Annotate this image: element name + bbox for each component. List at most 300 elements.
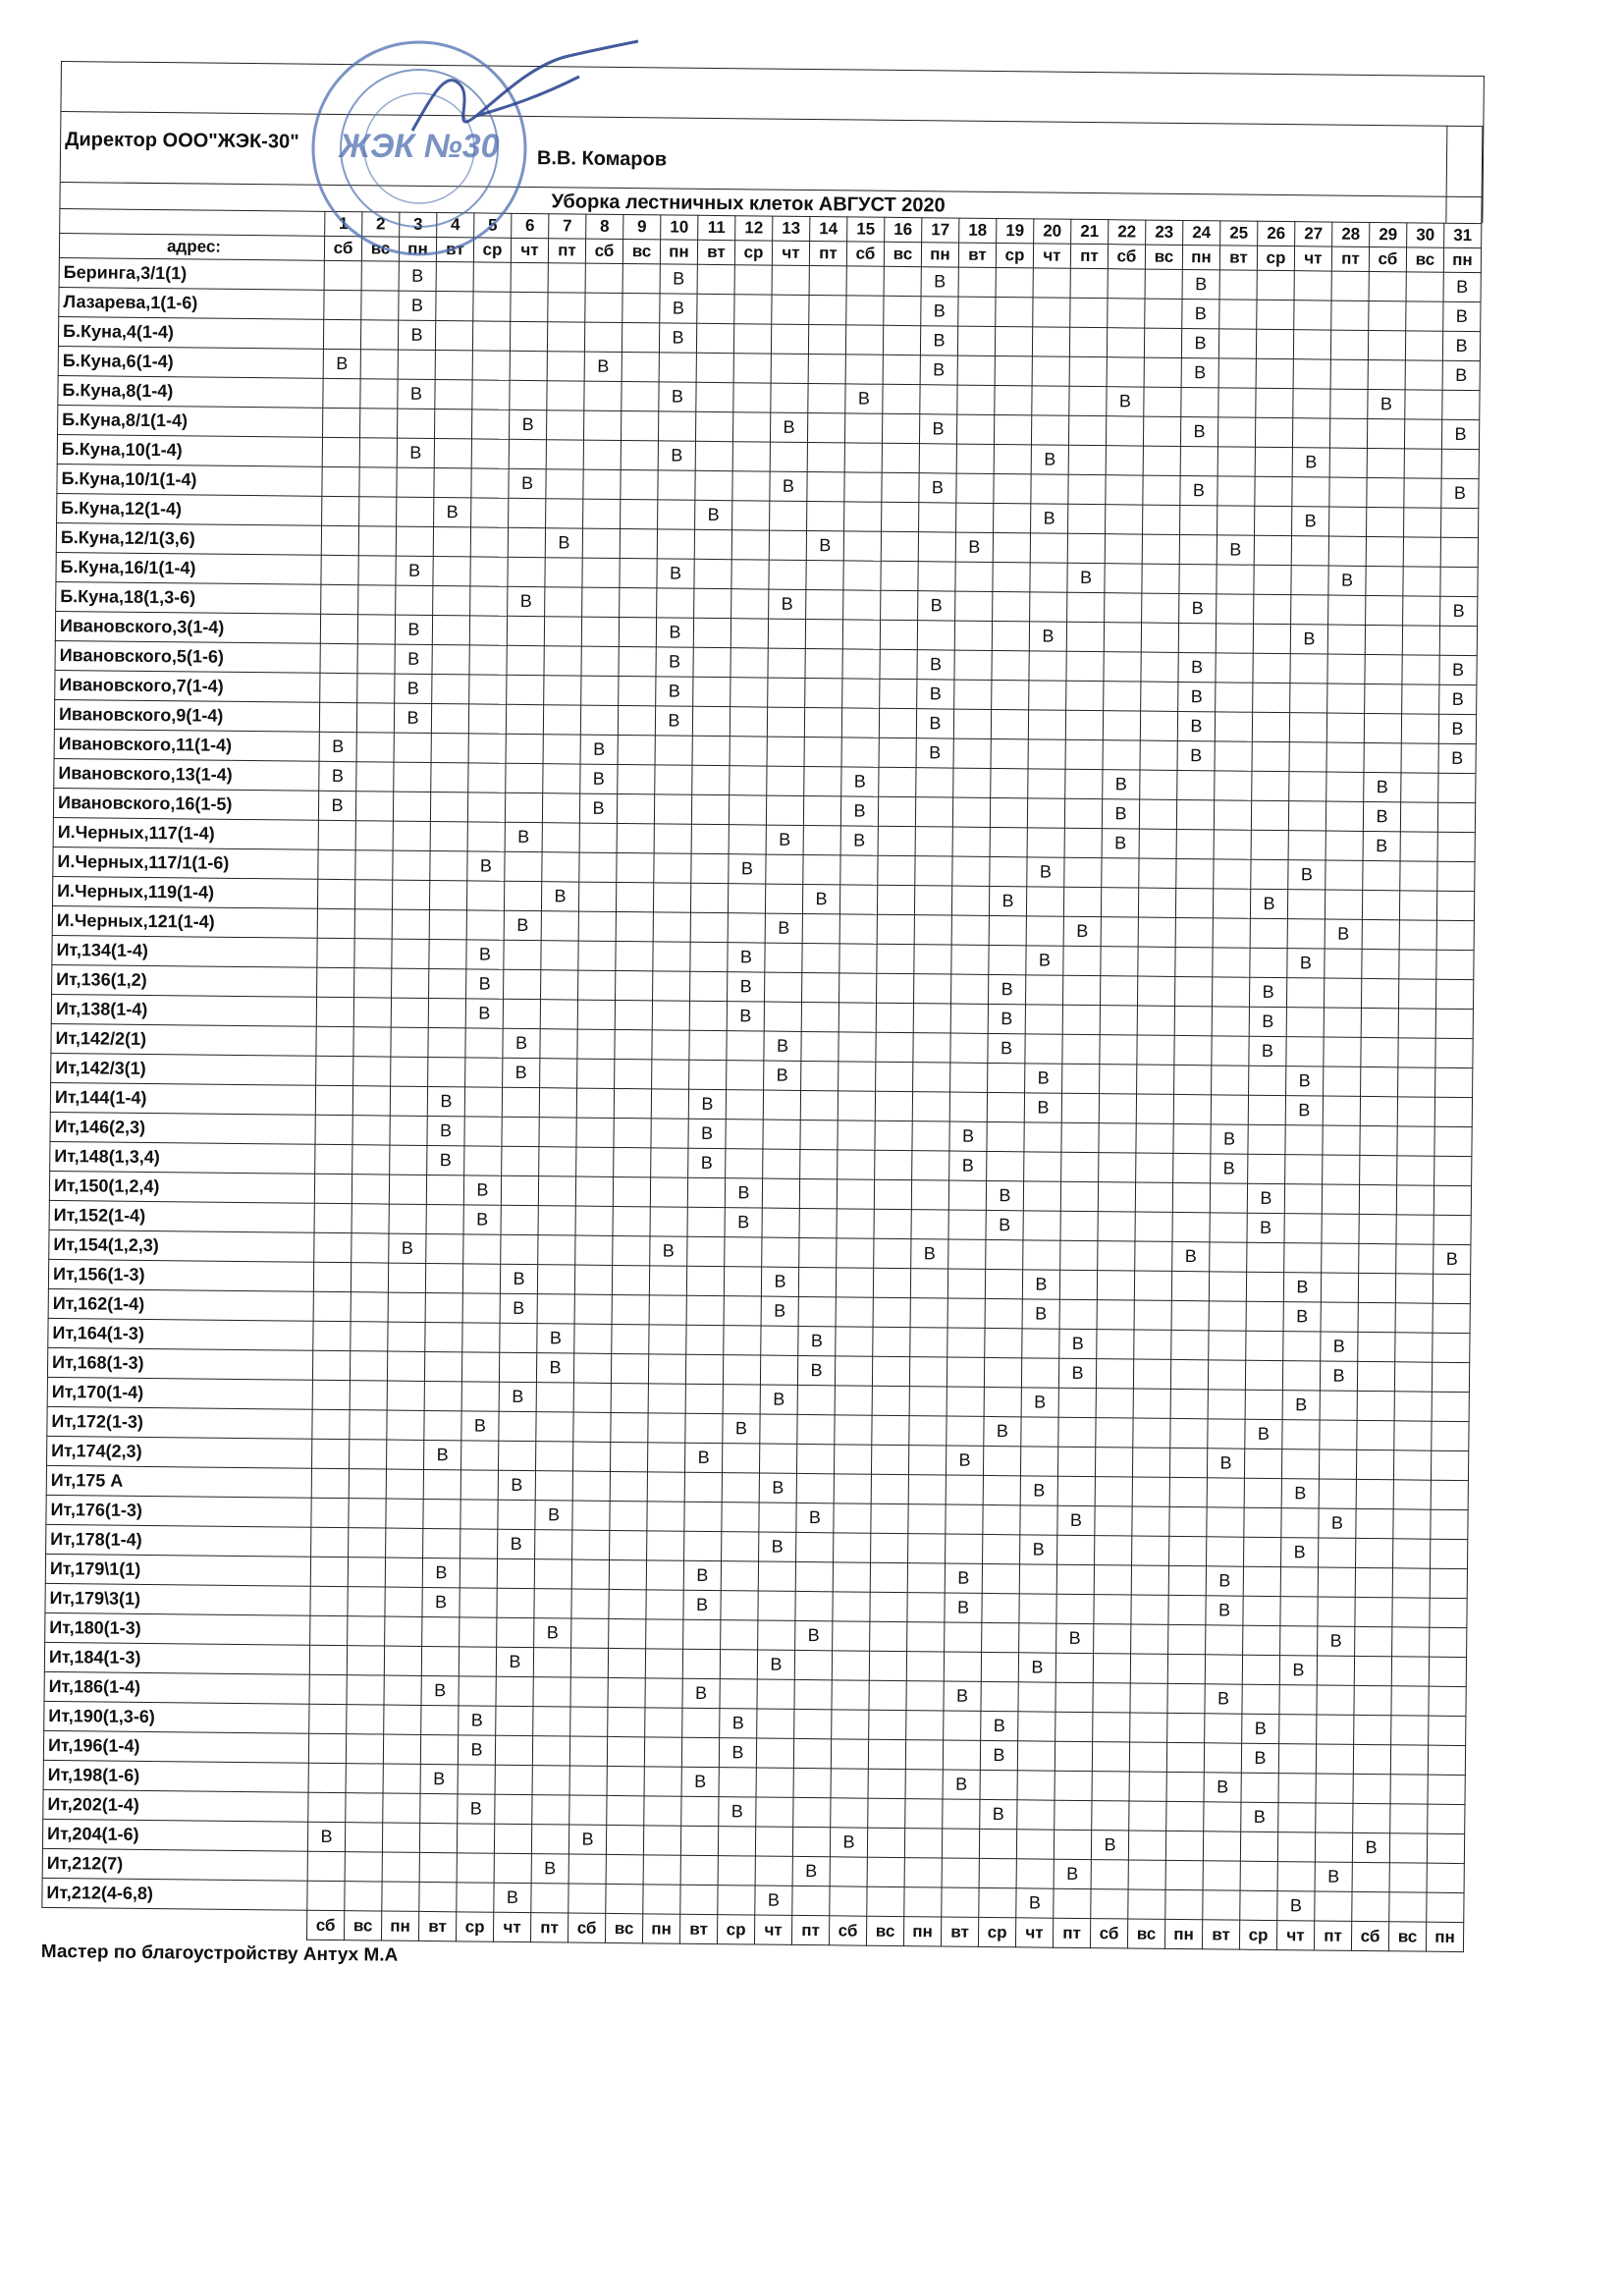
schedule-cell [720,1650,757,1679]
schedule-cell [612,1265,649,1294]
schedule-cell: В [584,352,622,381]
schedule-cell [1209,1272,1246,1301]
schedule-cell [389,1204,426,1233]
schedule-cell [383,1793,420,1823]
day-number-cell: 20 [1034,219,1071,244]
schedule-cell [1134,1271,1171,1300]
schedule-cell [771,354,808,383]
address-cell: Беринга,3/1(1) [59,257,324,290]
schedule-cell: В [1182,269,1219,299]
schedule-cell [797,1385,835,1414]
schedule-cell: В [509,410,546,439]
schedule-cell [323,319,360,349]
schedule-cell [322,496,359,525]
schedule-cell [618,705,655,735]
day-number-cell: 21 [1071,219,1109,244]
schedule-cell [911,1210,948,1239]
schedule-cell [869,1680,906,1710]
schedule-cell [831,1739,868,1769]
schedule-cell [510,321,547,351]
schedule-cell [578,882,616,911]
schedule-cell [648,1384,685,1413]
schedule-cell [581,646,619,676]
schedule-cell [808,354,845,383]
schedule-cell [990,856,1027,886]
schedule-cell: В [1279,1656,1317,1685]
schedule-cell: В [394,703,431,733]
schedule-cell: В [988,1004,1025,1033]
schedule-cell [360,350,398,379]
schedule-cell [310,1557,348,1586]
schedule-cell [1431,1539,1468,1568]
schedule-cell: В [1441,419,1479,449]
schedule-cell [760,1414,797,1444]
weekday-cell: вс [622,240,660,264]
schedule-cell [1403,596,1440,626]
schedule-cell [1390,1775,1428,1804]
schedule-cell [727,1061,764,1090]
schedule-cell: В [389,1233,426,1263]
schedule-cell [908,1504,946,1534]
address-cell: Ит,174(2,3) [47,1436,312,1468]
schedule-cell [756,1738,793,1768]
schedule-cell [684,1472,722,1502]
address-cell: Ит,212(7) [42,1848,307,1881]
schedule-cell [537,1294,574,1324]
schedule-cell [653,912,690,942]
schedule-cell [349,1469,386,1499]
schedule-cell [1405,390,1442,419]
schedule-cell [542,852,579,882]
schedule-cell [1141,682,1178,711]
schedule-cell [805,678,842,707]
schedule-cell [317,908,354,938]
schedule-cell [1205,1655,1242,1684]
schedule-cell [612,1294,649,1324]
schedule-cell [426,1175,463,1204]
schedule-cell [433,527,470,557]
address-cell: Ит,202(1-4) [43,1789,308,1822]
schedule-cell [917,621,954,650]
schedule-cell [982,1622,1019,1652]
schedule-cell: В [307,1822,345,1851]
schedule-cell [947,1387,984,1416]
schedule-cell [1399,920,1436,950]
schedule-cell [1251,859,1288,889]
schedule-cell [1063,887,1101,916]
schedule-cell [358,526,396,556]
schedule-cell: В [1318,1626,1355,1656]
schedule-cell: В [466,969,504,999]
schedule-cell [651,1148,688,1177]
schedule-cell [540,1000,577,1029]
schedule-cell [541,970,578,1000]
schedule-cell [1253,653,1290,683]
schedule-cell [351,1322,388,1351]
schedule-cell [308,1763,346,1792]
schedule-cell [695,441,732,470]
address-cell: Ивановского,9(1-4) [54,699,319,732]
schedule-cell [718,1856,755,1886]
schedule-cell [500,1323,537,1352]
schedule-cell [841,708,879,738]
schedule-cell [949,1092,987,1121]
schedule-cell: В [1178,652,1216,682]
schedule-cell: В [498,1470,535,1500]
schedule-cell [696,323,733,353]
schedule-cell [460,1558,497,1588]
schedule-cell [436,262,473,292]
schedule-cell [1092,1801,1129,1831]
schedule-cell [1210,1183,1247,1213]
schedule-cell: В [916,738,953,768]
schedule-cell [469,675,507,704]
schedule-cell [1329,477,1367,507]
schedule-cell [1257,270,1294,300]
schedule-cell [1098,1212,1135,1241]
schedule-cell [429,968,466,998]
weekday-cell: пн [660,240,697,264]
schedule-cell: В [499,1382,536,1411]
schedule-cell [904,1887,942,1917]
schedule-cell: В [1282,1391,1320,1420]
schedule-cell: В [1206,1566,1243,1596]
schedule-cell [1366,507,1403,536]
schedule-cell [1326,742,1364,772]
schedule-cell [730,707,767,737]
schedule-cell [830,1857,867,1886]
schedule-cell: В [1211,1154,1248,1183]
schedule-cell [385,1587,422,1616]
address-cell: Ит,154(1,2,3) [49,1230,314,1262]
schedule-cell [950,1033,988,1063]
schedule-cell [694,559,731,588]
schedule-cell [1287,890,1325,919]
schedule-cell [498,1441,535,1470]
schedule-cell: В [1438,714,1476,743]
schedule-cell [882,443,919,472]
schedule-cell [607,1766,644,1795]
schedule-cell [831,1769,868,1798]
schedule-cell [503,999,540,1028]
schedule-cell [1361,978,1398,1008]
schedule-cell [1062,1064,1100,1093]
schedule-cell: В [508,586,545,616]
schedule-cell [424,1381,461,1410]
schedule-cell [692,736,730,765]
address-cell: Ит,179\1(1) [45,1554,310,1586]
schedule-cell [804,766,841,795]
schedule-cell [1103,711,1140,740]
weekday-cell: ср [996,243,1033,267]
schedule-cell [1030,592,1067,622]
schedule-cell [1211,1095,1248,1124]
schedule-cell [1288,831,1325,860]
schedule-cell [1392,1568,1430,1598]
schedule-cell: В [945,1563,982,1593]
schedule-cell [687,1177,725,1207]
schedule-cell [1249,1066,1286,1095]
schedule-cell [769,560,806,589]
schedule-cell: В [1438,743,1476,773]
schedule-cell: В [946,1446,983,1475]
day-number-cell: 5 [474,213,512,238]
schedule-cell [943,1740,980,1770]
schedule-cell [1136,1123,1173,1153]
schedule-cell [1171,1271,1209,1300]
weekday-cell: пт [530,1913,568,1942]
schedule-cell [541,941,578,970]
schedule-cell [1064,828,1102,857]
schedule-cell: В [659,323,696,353]
address-cell: Б.Куна,10/1(1-4) [57,464,322,496]
schedule-cell [392,968,429,998]
schedule-cell [460,1470,498,1500]
schedule-cell [1434,1156,1472,1185]
schedule-cell [1290,654,1327,683]
schedule-cell [995,355,1032,385]
weekday-cell: ср [717,1915,754,1944]
schedule-cell [908,1475,946,1504]
schedule-cell [1324,1008,1361,1037]
schedule-cell [913,1033,950,1063]
schedule-cell [609,1589,646,1618]
schedule-cell: В [989,886,1026,915]
schedule-cell [431,703,468,733]
schedule-cell [1218,329,1256,358]
schedule-cell: В [760,1385,797,1414]
schedule-cell [1395,1333,1433,1362]
schedule-cell [950,974,988,1004]
schedule-cell [1030,533,1067,563]
schedule-cell [1282,1420,1320,1449]
address-cell: Ит,196(1-4) [43,1730,308,1763]
schedule-cell [1091,1860,1128,1889]
schedule-cell [1170,1389,1208,1418]
schedule-cell: В [1172,1241,1210,1271]
schedule-cell [1176,858,1214,888]
schedule-cell [906,1711,944,1740]
schedule-cell [1315,1891,1352,1921]
schedule-cell [575,1206,613,1235]
schedule-cell [616,882,653,911]
schedule-cell [793,1738,831,1768]
schedule-cell [464,1146,502,1175]
schedule-cell [582,587,620,617]
schedule-cell: В [422,1558,460,1587]
schedule-cell [956,444,994,473]
weekday-cell: пн [1164,1919,1202,1948]
schedule-cell [690,883,728,912]
schedule-cell: В [459,1706,496,1735]
schedule-cell [1169,1448,1207,1477]
schedule-cell [317,879,354,908]
schedule-cell: В [505,822,542,851]
schedule-cell [531,1825,568,1854]
schedule-cell [312,1350,350,1380]
schedule-cell [1097,1271,1134,1300]
schedule-cell [1352,1862,1389,1891]
schedule-cell [696,382,733,411]
schedule-cell [572,1471,610,1501]
schedule-cell [463,1234,501,1264]
schedule-cell [874,1238,911,1268]
schedule-cell [608,1707,645,1736]
schedule-cell [1406,272,1443,301]
schedule-cell [430,792,467,821]
schedule-cell [685,1354,723,1384]
schedule-cell [1392,1598,1430,1627]
schedule-cell [837,1209,874,1238]
schedule-cell [1406,301,1443,331]
schedule-cell: В [580,735,618,764]
weekday-cell: пн [381,1911,418,1941]
schedule-cell [759,1503,796,1532]
schedule-cell [619,617,656,646]
schedule-cell [391,1027,428,1057]
schedule-cell [1398,1067,1435,1097]
schedule-cell: В [1020,1535,1057,1564]
schedule-cell [322,466,359,496]
schedule-cell [905,1740,943,1770]
schedule-cell [420,1734,458,1764]
schedule-cell [915,856,952,886]
schedule-cell [807,471,844,501]
schedule-cell [875,1150,912,1179]
weekday-cell: вт [679,1914,717,1943]
schedule-cell [980,1770,1017,1799]
schedule-cell [1106,416,1143,446]
schedule-cell [918,562,955,591]
schedule-cell: В [688,1119,726,1148]
schedule-cell: В [681,1767,719,1796]
schedule-cell: В [1217,535,1254,565]
schedule-cell [1254,535,1291,565]
schedule-cell [878,855,915,885]
schedule-cell [464,1087,502,1117]
schedule-cell [838,1091,875,1121]
schedule-cell: В [580,764,618,793]
schedule-cell [1251,800,1288,830]
schedule-cell [1179,534,1217,564]
schedule-cell [511,292,548,321]
schedule-cell [1054,1888,1091,1918]
schedule-cell [692,765,730,794]
schedule-cell [867,1828,904,1857]
schedule-cell [460,1529,498,1558]
schedule-cell [466,881,504,910]
schedule-cell [352,1204,389,1233]
schedule-cell: В [766,825,803,854]
schedule-cell [1168,1624,1206,1654]
schedule-cell [435,351,472,380]
schedule-cell [613,1206,650,1235]
schedule-cell [991,738,1028,768]
schedule-cell [946,1475,983,1504]
schedule-cell [1402,684,1439,714]
schedule-cell [1026,887,1063,916]
schedule-cell: В [845,384,883,413]
address-cell: Ивановского,3(1-4) [55,611,320,643]
schedule-cell [1292,418,1329,448]
schedule-cell [1133,1389,1170,1418]
schedule-cell [394,762,431,792]
schedule-cell [432,674,469,703]
weekday-cell: вт [436,238,473,262]
schedule-cell [1317,1715,1354,1744]
schedule-cell: В [1281,1538,1319,1567]
schedule-cell [1019,1594,1056,1623]
schedule-cell [1435,1009,1473,1038]
schedule-cell [1068,474,1106,504]
schedule-cell [1181,387,1218,416]
schedule-cell [1367,477,1404,507]
schedule-cell [1144,387,1181,416]
schedule-cell [727,1031,764,1061]
schedule-cell [800,1090,838,1120]
schedule-cell [1131,1624,1168,1654]
schedule-cell [425,1263,462,1292]
schedule-cell [1167,1683,1205,1713]
schedule-cell [730,648,768,678]
schedule-cell [995,385,1032,414]
schedule-cell [1219,300,1257,329]
schedule-cell [1389,1863,1427,1892]
schedule-cell [616,941,653,970]
schedule-cell [1254,594,1291,624]
schedule-cell [571,1589,609,1618]
schedule-cell [1061,1122,1099,1152]
schedule-cell [1032,327,1069,356]
schedule-cell [1293,359,1330,389]
schedule-cell [546,440,583,469]
schedule-cell [545,587,582,617]
schedule-cell [1404,449,1441,478]
schedule-cell [1391,1686,1429,1716]
schedule-cell: В [1328,566,1366,595]
schedule-cell [505,793,542,822]
schedule-cell [1279,1685,1317,1715]
schedule-cell: В [318,791,355,820]
schedule-cell: В [1286,1066,1324,1096]
schedule-cell: В [1178,682,1216,711]
schedule-cell [957,355,995,385]
schedule-cell [647,1443,684,1472]
schedule-cell: В [1283,1302,1321,1332]
schedule-cell [1066,681,1104,710]
schedule-cell [1240,1831,1277,1861]
schedule-cell: В [1091,1831,1128,1860]
schedule-cell: В [1025,1064,1062,1093]
schedule-cell [954,680,992,709]
schedule-cell [607,1736,644,1766]
schedule-cell [472,321,510,351]
schedule-cell [877,914,914,944]
schedule-cell: В [1287,949,1325,978]
schedule-cell: В [658,441,695,470]
schedule-cell [494,1853,531,1883]
schedule-cell [981,1652,1018,1681]
schedule-cell [1396,1215,1434,1244]
schedule-cell [1403,537,1440,567]
schedule-cell [1293,389,1330,418]
schedule-cell [359,409,397,438]
schedule-cell [606,1854,643,1884]
schedule-cell [904,1858,942,1887]
schedule-cell [357,674,395,703]
day-number-cell: 26 [1258,221,1295,246]
schedule-cell [390,1116,427,1145]
